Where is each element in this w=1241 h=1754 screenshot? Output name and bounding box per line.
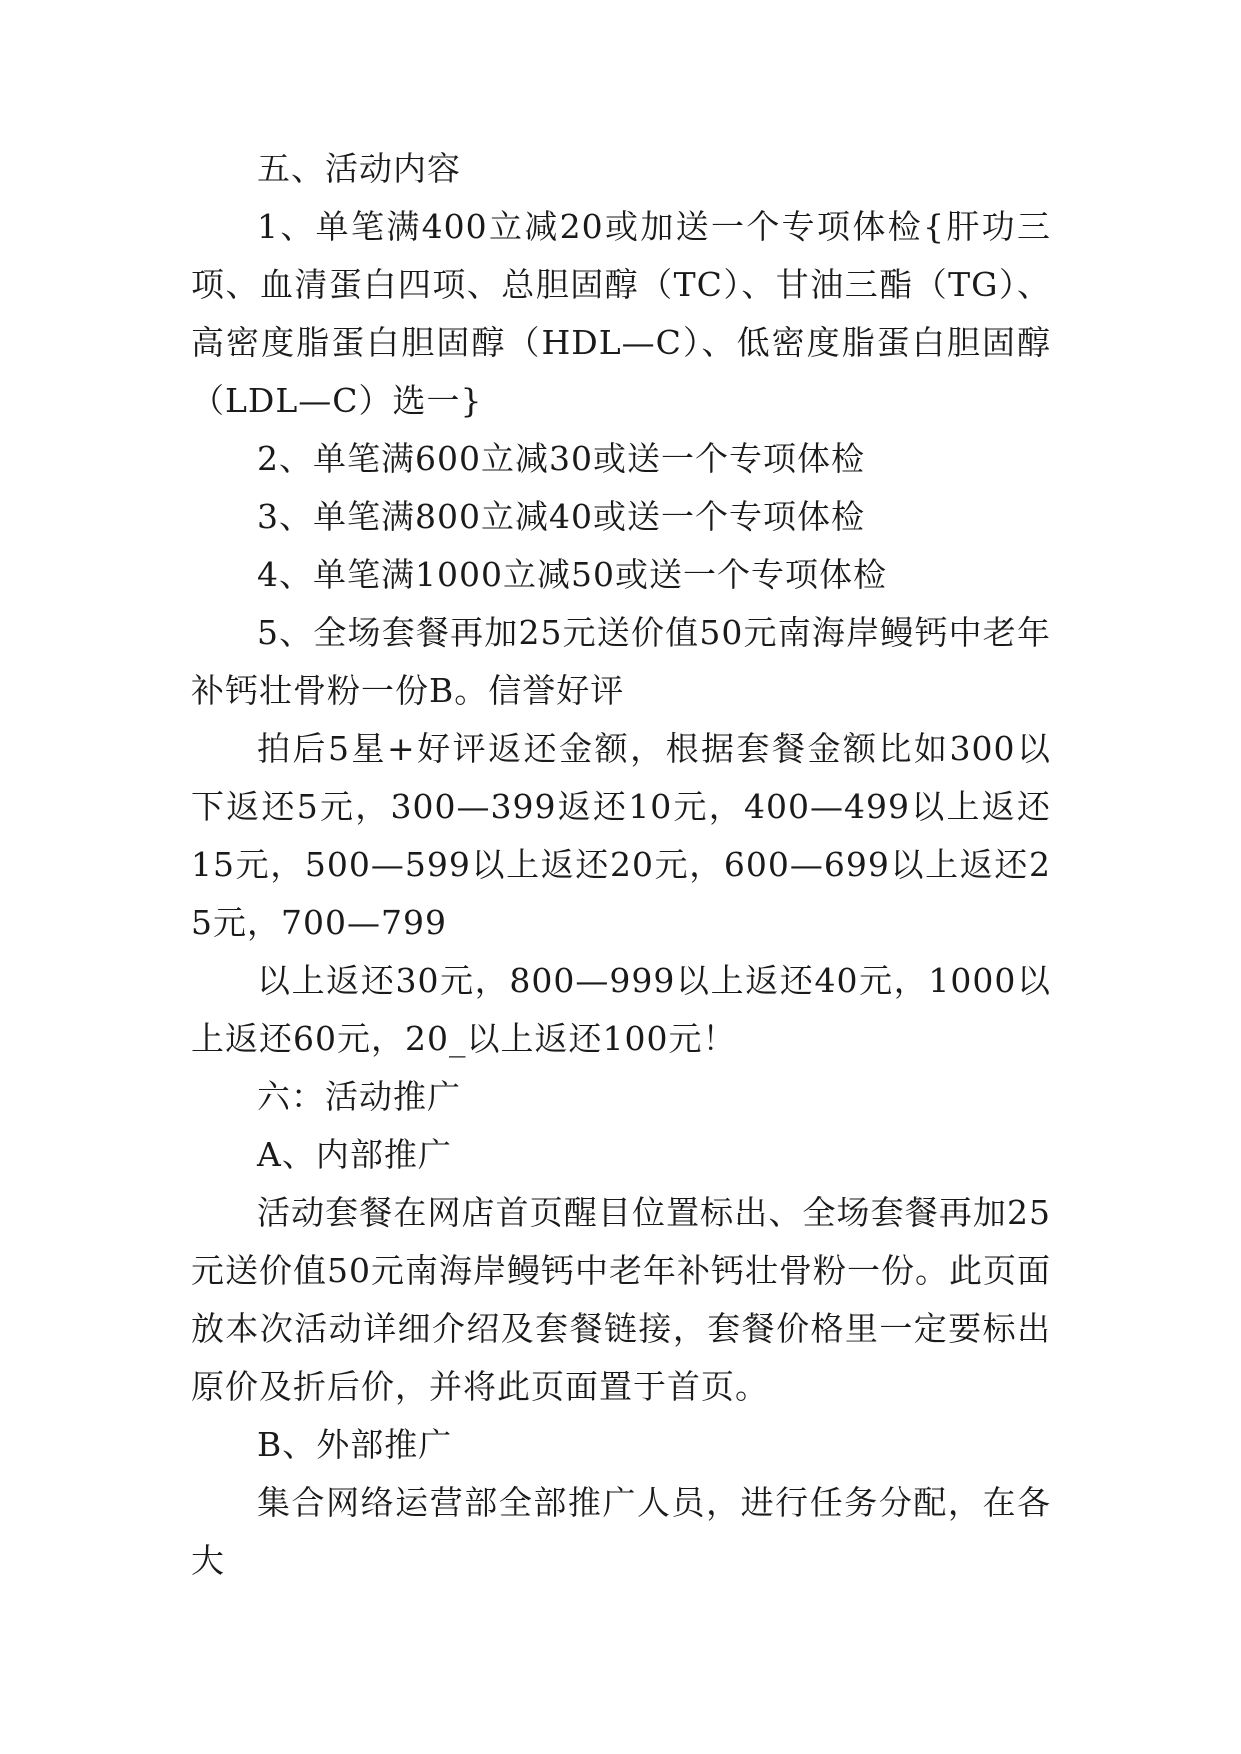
paragraph-rebate-rules: 拍后5星+好评返还金额，根据套餐金额比如300以下返还5元，300—399返还10元，400—499以上返还15元，500—599以上返还20元，600—699以上返还25元，700—799 [191, 729, 1051, 942]
paragraph-item-2: 2、单笔满600立减30或送一个专项体检 [257, 439, 865, 478]
subheading-internal-promotion: A、内部推广 [257, 1135, 452, 1174]
section-heading-activity-content: 五、活动内容 [257, 149, 461, 188]
paragraph-internal-promotion: 活动套餐在网店首页醒目位置标出、全场套餐再加25元送价值50元南海岸鳗钙中老年补钙壮骨粉一份。此页面放本次活动详细介绍及套餐链接，套餐价格里一定要标出原价及折后价，并将此页面置于首页。 [191, 1193, 1051, 1406]
paragraph-external-promotion: 集合网络运营部全部推广人员，进行任务分配，在各大 [191, 1483, 1051, 1580]
paragraph-item-3: 3、单笔满800立减40或送一个专项体检 [257, 497, 865, 536]
paragraph-item-1: 1、单笔满400立减20或加送一个专项体检{肝功三项、血清蛋白四项、总胆固醇（TC）、甘油三酯（TG）、高密度脂蛋白胆固醇（HDL—C）、低密度脂蛋白胆固醇（LDL—C）选一} [191, 207, 1051, 420]
subheading-external-promotion: B、外部推广 [257, 1425, 453, 1464]
section-heading-promotion: 六：活动推广 [257, 1077, 461, 1116]
paragraph-rebate-rules-cont: 以上返还30元，800—999以上返还40元，1000以上返还60元，20_以上返还100元！ [191, 961, 1051, 1058]
paragraph-item-4: 4、单笔满1000立减50或送一个专项体检 [257, 555, 887, 594]
paragraph-item-5: 5、全场套餐再加25元送价值50元南海岸鳗钙中老年补钙壮骨粉一份B。信誉好评 [191, 613, 1051, 710]
document-body [191, 140, 1051, 1590]
